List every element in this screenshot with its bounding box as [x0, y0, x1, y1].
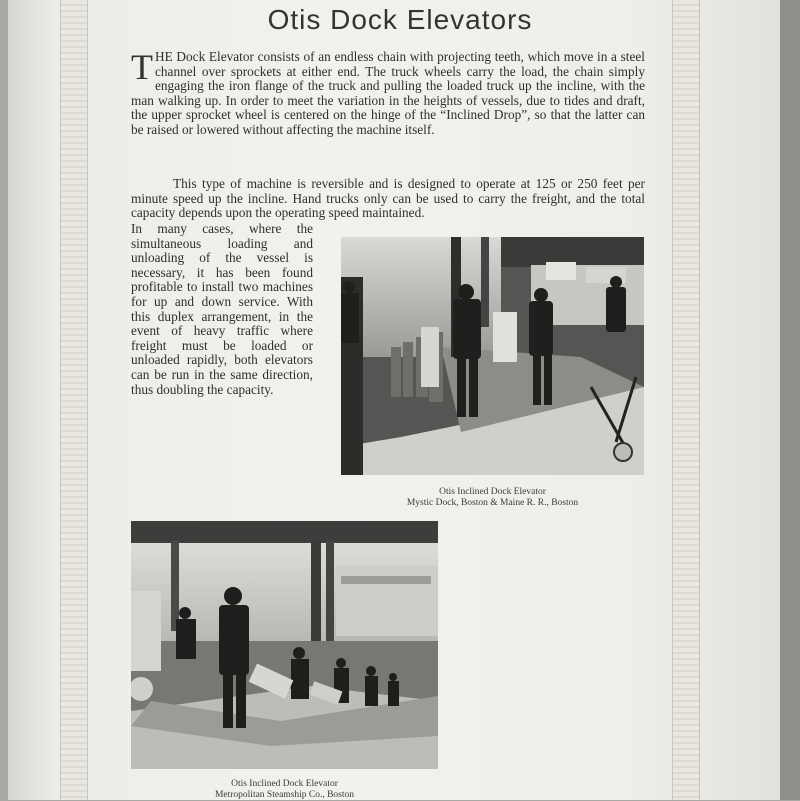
- photo1-caption-line1: Otis Inclined Dock Elevator: [439, 487, 546, 497]
- paragraph-capacity: This type of machine is reversible and is designed to operate at 125 or 250 feet per minute speed up the incline. Hand trucks only can be used to carry the freight, and the total capacity depends upon the operating speed maintained.: [131, 176, 645, 221]
- photo2-caption-line2: Metropolitan Steamship Co., Boston: [214, 790, 355, 800]
- paragraph-intro: [131, 47, 645, 138]
- left-ornamental-border: [60, 0, 88, 800]
- paragraph-intro-text: HE Dock Elevator consists of an endless chain with projecting teeth, which move in a steel channel over sprockets at either end. The truck wheels carry the load, the chain simply engaging the iron flange of the truck and pulling the loaded truck up the incline, with the man walking up. In order to meet the variation in the heights of vessels, due to tides and draft, the upper sprocket wheel is centered on the hinge of the “Inclined Drop”, so that the latter can be raised or lowered without affecting the machine itself.: [131, 49, 645, 137]
- right-ornamental-border: [672, 0, 700, 800]
- photo1-caption-line2: Mystic Dock, Boston & Maine R. R., Boston: [406, 498, 579, 508]
- photo2-caption: [131, 779, 438, 801]
- photo2-caption-line1: Otis Inclined Dock Elevator: [231, 779, 338, 789]
- page-edge-shadow: [780, 0, 800, 800]
- photo-mystic-dock-elevator: [341, 237, 644, 475]
- photo-metropolitan-steamship-elevator: [131, 521, 438, 769]
- drop-cap: T: [131, 47, 153, 87]
- photo1-caption: [341, 487, 644, 509]
- paragraph-duplex: In many cases, where the simultaneous loading and unloading of the vessel is necessary, it has been found profitable to install two machines for up and down service. With this duplex arrangement, in the event of heavy traffic where freight must be loaded or unloaded rapidly, both elevators can be run in the same direction, thus doubling the capacity.: [131, 221, 313, 397]
- page-title: Otis Dock Elevators: [267, 4, 533, 35]
